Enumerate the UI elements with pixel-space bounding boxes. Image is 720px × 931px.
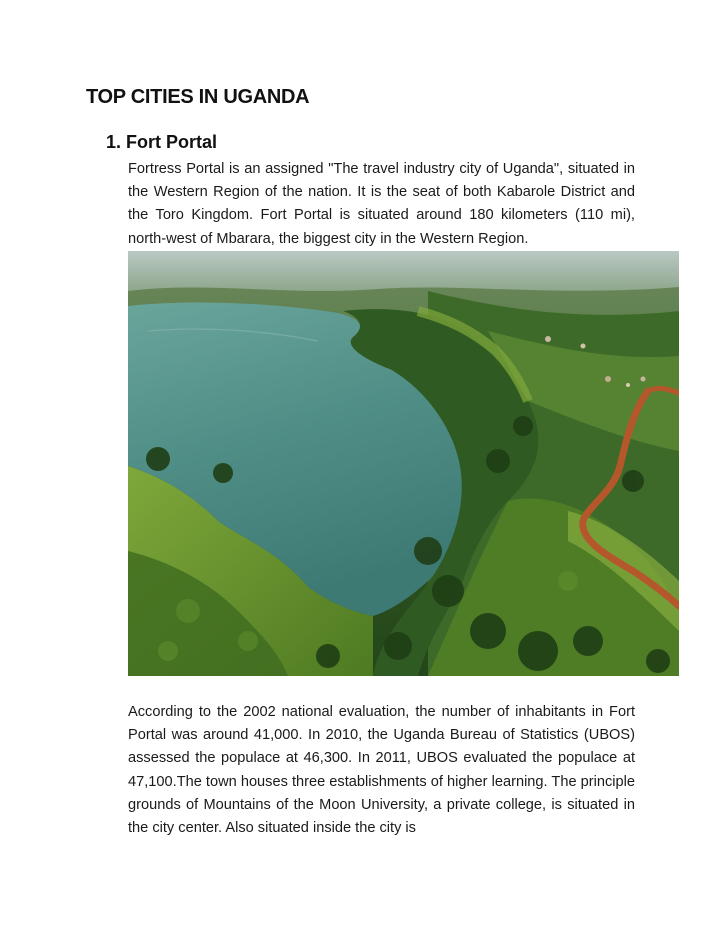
section-paragraph-intro: Fortress Portal is an assigned "The travel industry city of Uganda", situated in the Western Region of the nation. It is the seat of both Kabarole District and the Toro Kingdom. Fort Portal is situated around 180 kilometers (110 mi), north-west of Mbarara, the biggest city in the Western Region. (128, 161, 635, 247)
crater-lake-illustration (128, 251, 679, 676)
page-title: TOP CITIES IN UGANDA (86, 86, 310, 108)
section-heading-fort-portal: 1. Fort Portal (106, 132, 218, 152)
crater-lake-photo (128, 251, 679, 676)
section-paragraph-population: According to the 2002 national evaluation, the number of inhabitants in Fort Portal was around 41,000. In 2010, the Uganda Bureau of Statistics (UBOS) assessed the populace at 46,300. In 2011, UBOS evaluated the populace at 47,100.The town houses three establishments of higher learning. The principle grounds of Mountains of the Moon University, a private college, is situated in the city center. Also situated inside the city is (128, 704, 635, 837)
